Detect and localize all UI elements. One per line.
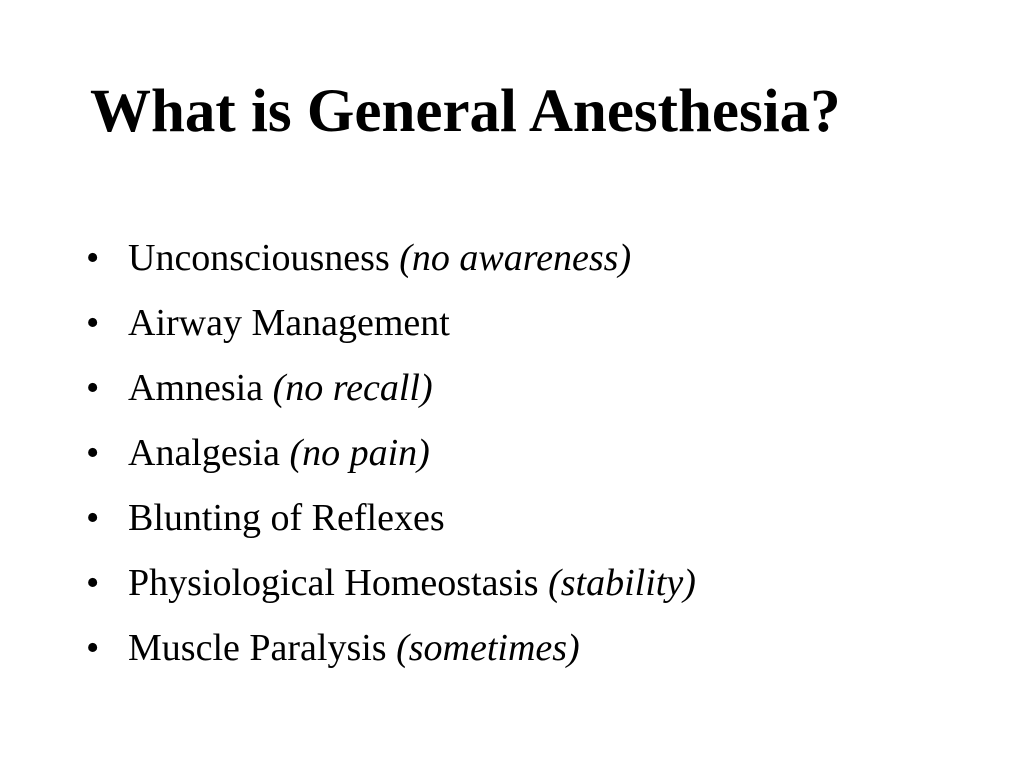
list-item-note: (no awareness) (399, 237, 632, 279)
list-item-unconsciousness (84, 229, 696, 294)
list-item-blunting-of-reflexes (84, 489, 696, 554)
bullet-list (84, 229, 696, 684)
list-item-text: Unconsciousness (128, 237, 390, 279)
list-item-note: (sometimes) (396, 627, 580, 669)
list-item-text: Muscle Paralysis (128, 627, 387, 669)
list-item-airway-management (84, 294, 696, 359)
list-item-text: Blunting of Reflexes (128, 497, 445, 539)
bullet-icon: • (86, 627, 100, 669)
list-item-text: Airway Management (128, 302, 450, 344)
bullet-icon: • (86, 497, 100, 539)
list-item-analgesia (84, 424, 696, 489)
slide-title: What is General Anesthesia? (90, 78, 841, 145)
list-item-text: Analgesia (128, 432, 280, 474)
list-item-note: (stability) (548, 562, 696, 604)
bullet-icon: • (86, 432, 100, 474)
list-item-text: Amnesia (128, 367, 264, 409)
list-item-physiological-homeostasis (84, 554, 696, 619)
bullet-icon: • (86, 562, 100, 604)
bullet-icon: • (86, 302, 100, 344)
list-item-text: Physiological Homeostasis (128, 562, 539, 604)
bullet-icon: • (86, 237, 100, 279)
bullet-icon: • (86, 367, 100, 409)
list-item-amnesia (84, 359, 696, 424)
list-item-note: (no recall) (272, 367, 433, 409)
list-item-muscle-paralysis (84, 619, 696, 684)
list-item-note: (no pain) (289, 432, 430, 474)
